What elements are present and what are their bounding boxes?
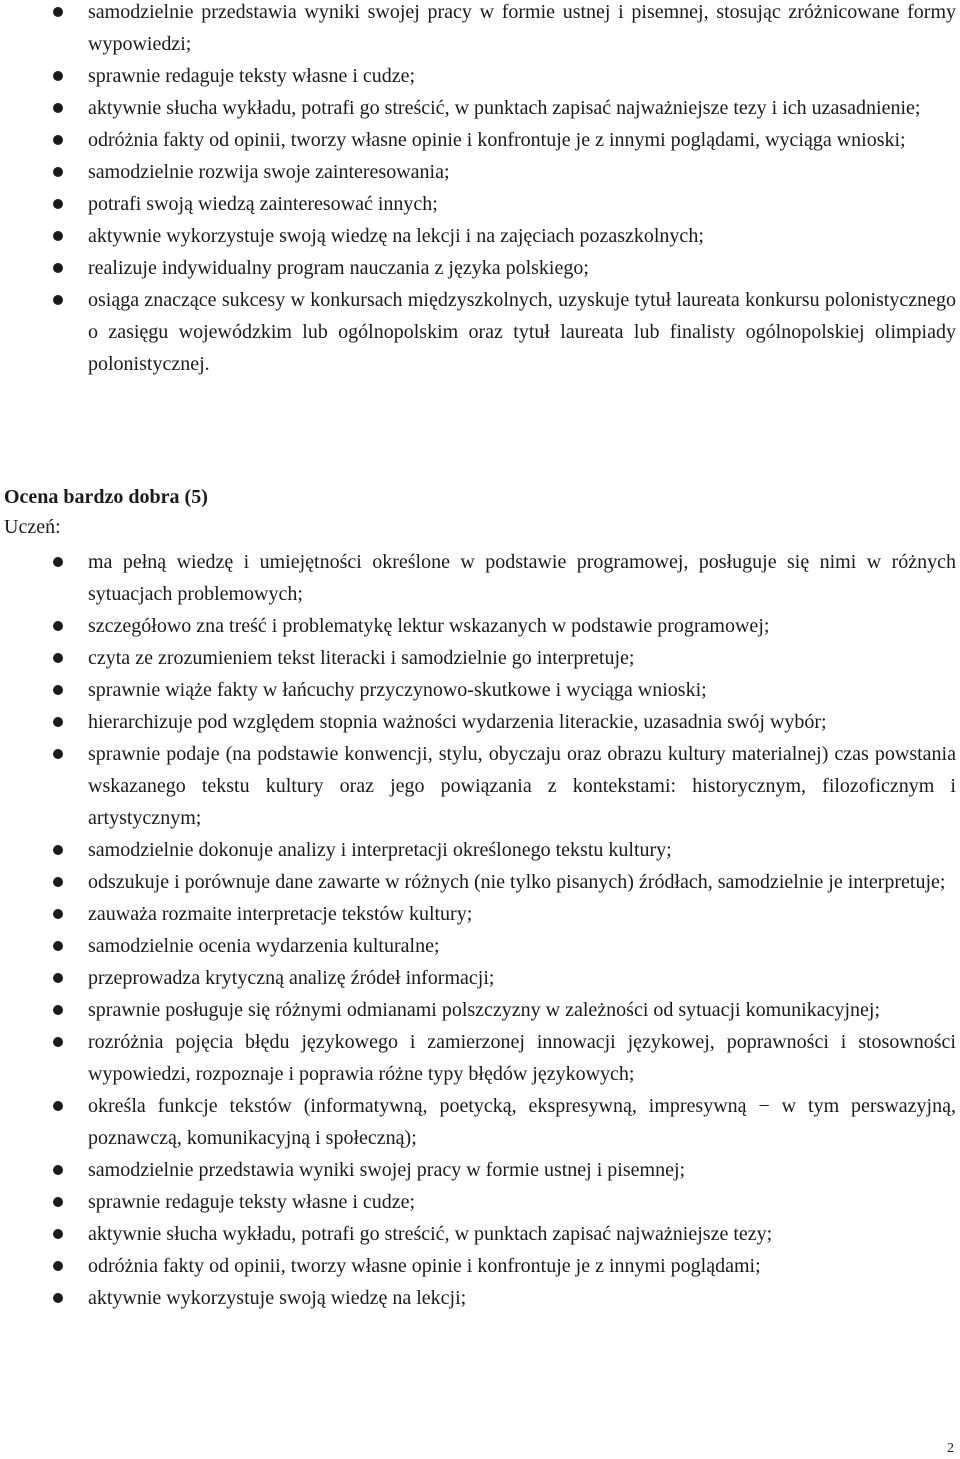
requirements-list-grade-5 [0, 546, 960, 1314]
bullet-icon [53, 1005, 63, 1015]
bullet-icon [53, 7, 63, 17]
bullet-icon [53, 167, 63, 177]
bullet-icon [53, 909, 63, 919]
list-item-text: samodzielnie przedstawia wyniki swojej pracy w formie ustnej i pisemnej; [88, 1159, 686, 1181]
bullet-icon [53, 1261, 63, 1271]
list-item [0, 1250, 960, 1282]
list-item [0, 1282, 960, 1314]
list-item [0, 546, 960, 610]
list-item-text: samodzielnie przedstawia wyniki swojej pracy w formie ustnej i pisemnej, stosując zróżnicowane formy wypowiedzi; [88, 1, 956, 55]
list-item [0, 610, 960, 642]
list-item-text: sprawnie podaje (na podstawie konwencji, stylu, obyczaju oraz obrazu kultury materialnej) czas powstania wskazanego tekstu kultury oraz jego powiązania z kontekstami: historycznym, filozoficznym i artystycznym; [88, 743, 956, 829]
list-item-text: samodzielnie ocenia wydarzenia kulturalne; [88, 935, 440, 957]
list-item [0, 252, 960, 284]
bullet-icon [53, 1197, 63, 1207]
list-item [0, 0, 960, 60]
list-item [0, 284, 960, 380]
list-item-text: samodzielnie dokonuje analizy i interpretacji określonego tekstu kultury; [88, 839, 672, 861]
bullet-icon [53, 1229, 63, 1239]
bullet-icon [53, 135, 63, 145]
bullet-icon [53, 295, 63, 305]
list-item [0, 642, 960, 674]
bullet-icon [53, 103, 63, 113]
list-item-text: określa funkcje tekstów (informatywną, poetycką, ekspresywną, impresywną − w tym perswazyjną, poznawczą, komunikacyjną i społeczną); [88, 1095, 956, 1149]
list-item-text: odszukuje i porównuje dane zawarte w różnych (nie tylko pisanych) źródłach, samodzielnie je interpretuje; [88, 871, 946, 893]
bullet-icon [53, 685, 63, 695]
page-number: 2 [947, 1441, 954, 1456]
list-item-text: samodzielnie rozwija swoje zainteresowania; [88, 161, 450, 183]
list-item [0, 1090, 960, 1154]
list-item [0, 1154, 960, 1186]
list-item [0, 124, 960, 156]
bullet-icon [53, 845, 63, 855]
list-item [0, 866, 960, 898]
list-item-text: odróżnia fakty od opinii, tworzy własne opinie i konfrontuje je z innymi poglądami; [88, 1255, 761, 1277]
list-item-text: osiąga znaczące sukcesy w konkursach międzyszkolnych, uzyskuje tytuł laureata konkursu polonistycznego o zasięgu wojewódzkim lub ogólnopolskim oraz tytuł laureata lub finalisty ogólnopolskiej olimpiady polonistycznej. [88, 289, 956, 375]
list-item [0, 1186, 960, 1218]
list-item-text: potrafi swoją wiedzą zainteresować innych; [88, 193, 438, 215]
bullet-icon [53, 973, 63, 983]
requirements-list-top [0, 0, 960, 380]
list-item-text: hierarchizuje pod względem stopnia ważności wydarzenia literackie, uzasadnia swój wybór; [88, 711, 827, 733]
list-item [0, 1218, 960, 1250]
list-item-text: czyta ze zrozumieniem tekst literacki i samodzielnie go interpretuje; [88, 647, 635, 669]
list-item-text: rozróżnia pojęcia błędu językowego i zamierzonej innowacji językowej, poprawności i stosowności wypowiedzi, rozpoznaje i poprawia różne typy błędów językowych; [88, 1031, 956, 1085]
bullet-icon [53, 557, 63, 567]
list-item-text: przeprowadza krytyczną analizę źródeł informacji; [88, 967, 495, 989]
list-item [0, 962, 960, 994]
list-item-text: ma pełną wiedzę i umiejętności określone w podstawie programowej, posługuje się nimi w różnych sytuacjach problemowych; [88, 551, 956, 605]
list-item-text: aktywnie wykorzystuje swoją wiedzę na lekcji i na zajęciach pozaszkolnych; [88, 225, 704, 247]
bullet-icon [53, 231, 63, 241]
grade-heading: Ocena bardzo dobra (5) [4, 486, 208, 508]
list-item-text: sprawnie wiąże fakty w łańcuchy przyczynowo-skutkowe i wyciąga wnioski; [88, 679, 707, 701]
student-label: Uczeń: [4, 516, 61, 538]
bullet-icon [53, 749, 63, 759]
bullet-icon [53, 1101, 63, 1111]
list-item [0, 1026, 960, 1090]
list-item [0, 706, 960, 738]
list-item [0, 994, 960, 1026]
bullet-icon [53, 877, 63, 887]
list-item-text: sprawnie redaguje teksty własne i cudze; [88, 65, 416, 87]
bullet-icon [53, 1293, 63, 1303]
list-item [0, 738, 960, 834]
bullet-icon [53, 1037, 63, 1047]
list-item-text: aktywnie słucha wykładu, potrafi go streścić, w punktach zapisać najważniejsze tezy; [88, 1223, 773, 1245]
bullet-icon [53, 941, 63, 951]
list-item-text: zauważa rozmaite interpretacje tekstów kultury; [88, 903, 473, 925]
list-item [0, 674, 960, 706]
list-item-text: sprawnie redaguje teksty własne i cudze; [88, 1191, 416, 1213]
list-item [0, 60, 960, 92]
list-item-text: szczegółowo zna treść i problematykę lektur wskazanych w podstawie programowej; [88, 615, 770, 637]
bullet-icon [53, 621, 63, 631]
list-item [0, 92, 960, 124]
list-item-text: sprawnie posługuje się różnymi odmianami polszczyzny w zależności od sytuacji komunikacyjnej; [88, 999, 881, 1021]
list-item [0, 930, 960, 962]
list-item-text: odróżnia fakty od opinii, tworzy własne opinie i konfrontuje je z innymi poglądami, wyciąga wnioski; [88, 129, 906, 151]
list-item-text: aktywnie słucha wykładu, potrafi go streścić, w punktach zapisać najważniejsze tezy i ich uzasadnienie; [88, 97, 921, 119]
bullet-icon [53, 71, 63, 81]
list-item-text: realizuje indywidualny program nauczania z języka polskiego; [88, 257, 589, 279]
list-item [0, 898, 960, 930]
list-item [0, 834, 960, 866]
bullet-icon [53, 717, 63, 727]
list-item [0, 188, 960, 220]
list-item [0, 156, 960, 188]
bullet-icon [53, 653, 63, 663]
list-item-text: aktywnie wykorzystuje swoją wiedzę na lekcji; [88, 1287, 467, 1309]
bullet-icon [53, 1165, 63, 1175]
list-item [0, 220, 960, 252]
bullet-icon [53, 199, 63, 209]
bullet-icon [53, 263, 63, 273]
